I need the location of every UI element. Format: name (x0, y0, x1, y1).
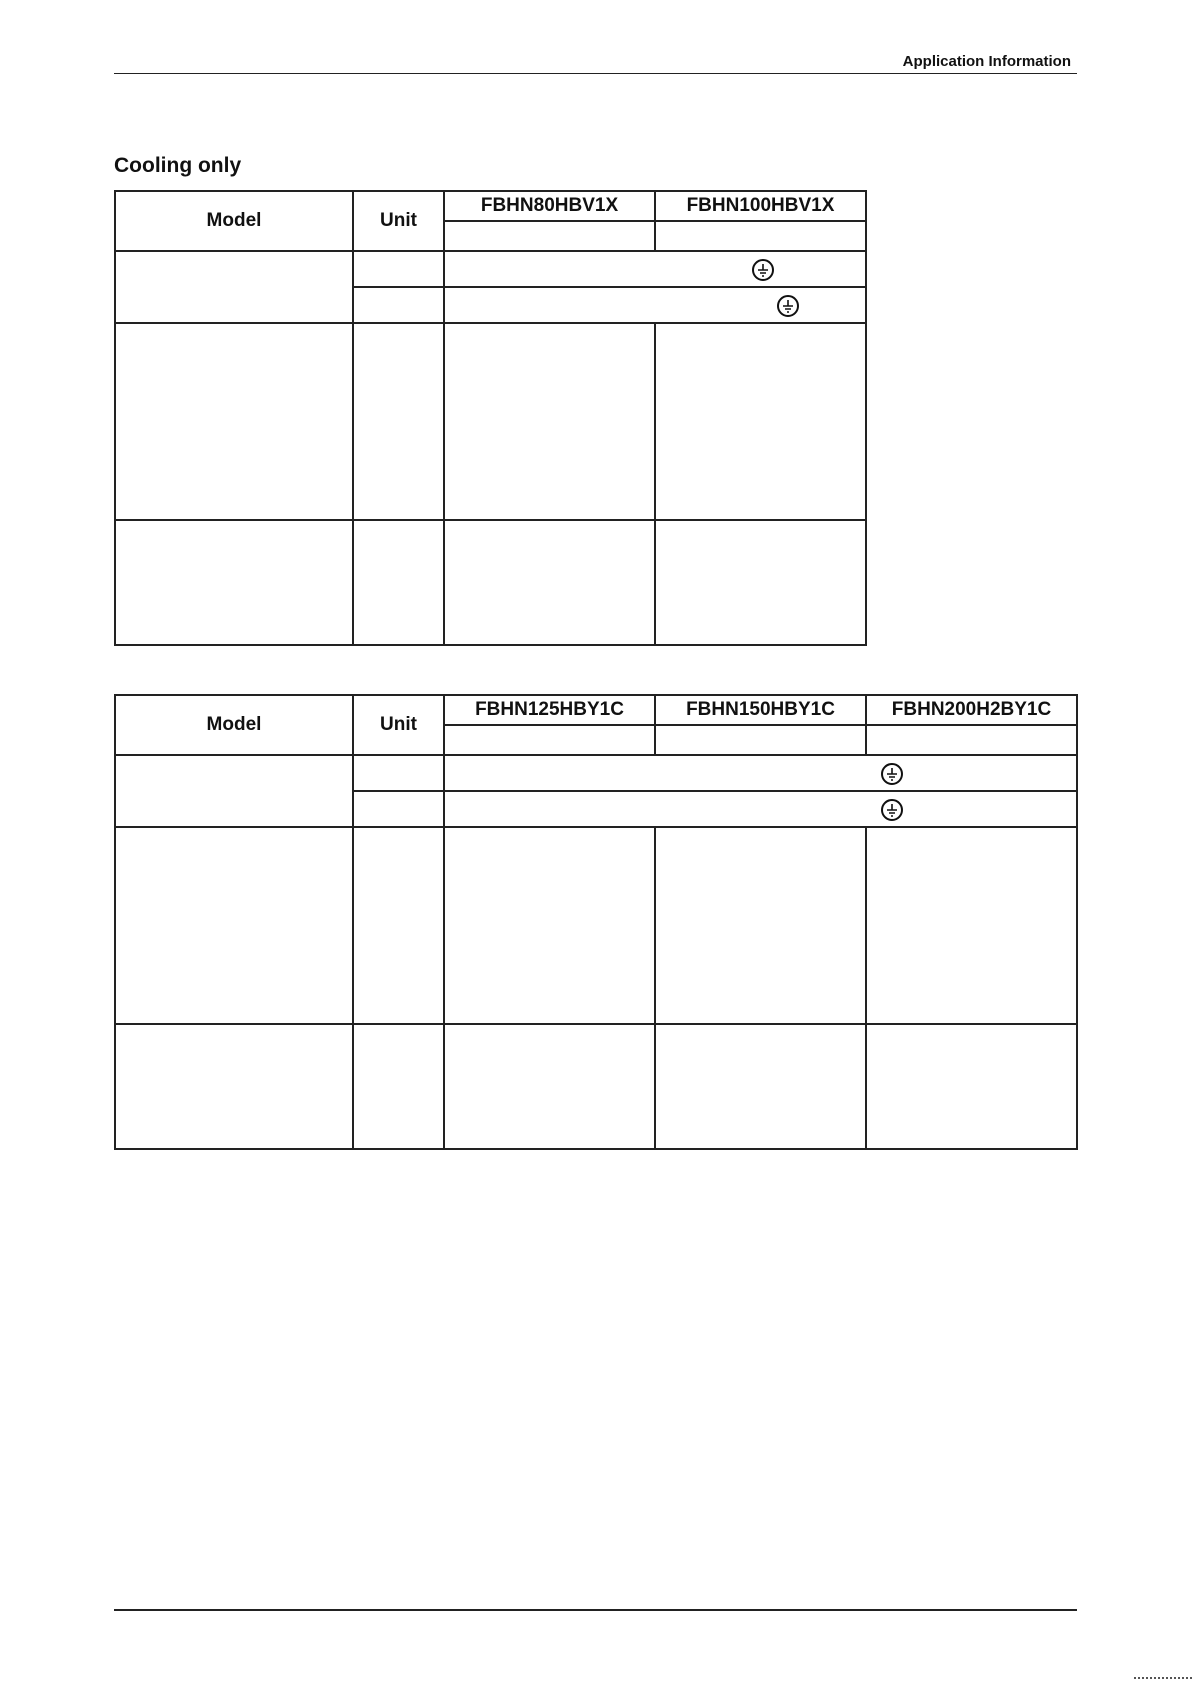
table-cell (866, 827, 1077, 1024)
earth-ground-icon (752, 259, 774, 281)
model-label: Model (115, 191, 353, 251)
table-cell (444, 221, 655, 251)
model-name: FBHN150HBY1C (655, 695, 866, 725)
table-cell (115, 520, 353, 645)
table-cell (655, 1024, 866, 1149)
header-rule (114, 73, 1077, 74)
unit-label: Unit (353, 695, 444, 755)
footer-rule (114, 1609, 1077, 1611)
table-cell (353, 1024, 444, 1149)
table-cell (353, 251, 444, 287)
table-row (115, 827, 1077, 1024)
table-cell (353, 791, 444, 827)
model-name: FBHN200H2BY1C (866, 695, 1077, 725)
table-cell (655, 221, 866, 251)
table-row (115, 251, 866, 287)
model-name: FBHN125HBY1C (444, 695, 655, 725)
table-row (115, 323, 866, 520)
section-title: Cooling only (114, 154, 242, 177)
table-cell (444, 1024, 655, 1149)
table-cell (115, 827, 353, 1024)
table-row (115, 695, 1077, 725)
table-cell (444, 725, 655, 755)
table-cell (353, 287, 444, 323)
earth-ground-icon (881, 763, 903, 785)
table-cell (655, 323, 866, 520)
table-cell (866, 725, 1077, 755)
table-row (115, 755, 1077, 791)
table-cell (655, 827, 866, 1024)
table-cell (115, 755, 353, 827)
power-supply-cell (444, 755, 1077, 791)
power-supply-cell (444, 791, 1077, 827)
model-name: FBHN100HBV1X (655, 191, 866, 221)
table-cell (115, 323, 353, 520)
spec-table-2 (114, 694, 1078, 1150)
table-cell (353, 520, 444, 645)
table-cell (444, 520, 655, 645)
running-header: Application Information (902, 53, 1071, 70)
earth-ground-icon (777, 295, 799, 317)
spec-table-1 (114, 190, 867, 646)
table-cell (353, 827, 444, 1024)
power-supply-cell (444, 251, 866, 287)
table-cell (353, 323, 444, 520)
model-name: FBHN80HBV1X (444, 191, 655, 221)
power-supply-cell (444, 287, 866, 323)
table-row (115, 520, 866, 645)
table-cell (866, 1024, 1077, 1149)
table-cell (444, 827, 655, 1024)
scan-edge-mark (1134, 1677, 1192, 1682)
model-label: Model (115, 695, 353, 755)
unit-label: Unit (353, 191, 444, 251)
table-cell (115, 251, 353, 323)
earth-ground-icon (881, 799, 903, 821)
table-cell (115, 1024, 353, 1149)
table-cell (655, 520, 866, 645)
table-row (115, 191, 866, 221)
table-cell (353, 755, 444, 791)
table-cell (655, 725, 866, 755)
table-cell (444, 323, 655, 520)
table-row (115, 1024, 1077, 1149)
